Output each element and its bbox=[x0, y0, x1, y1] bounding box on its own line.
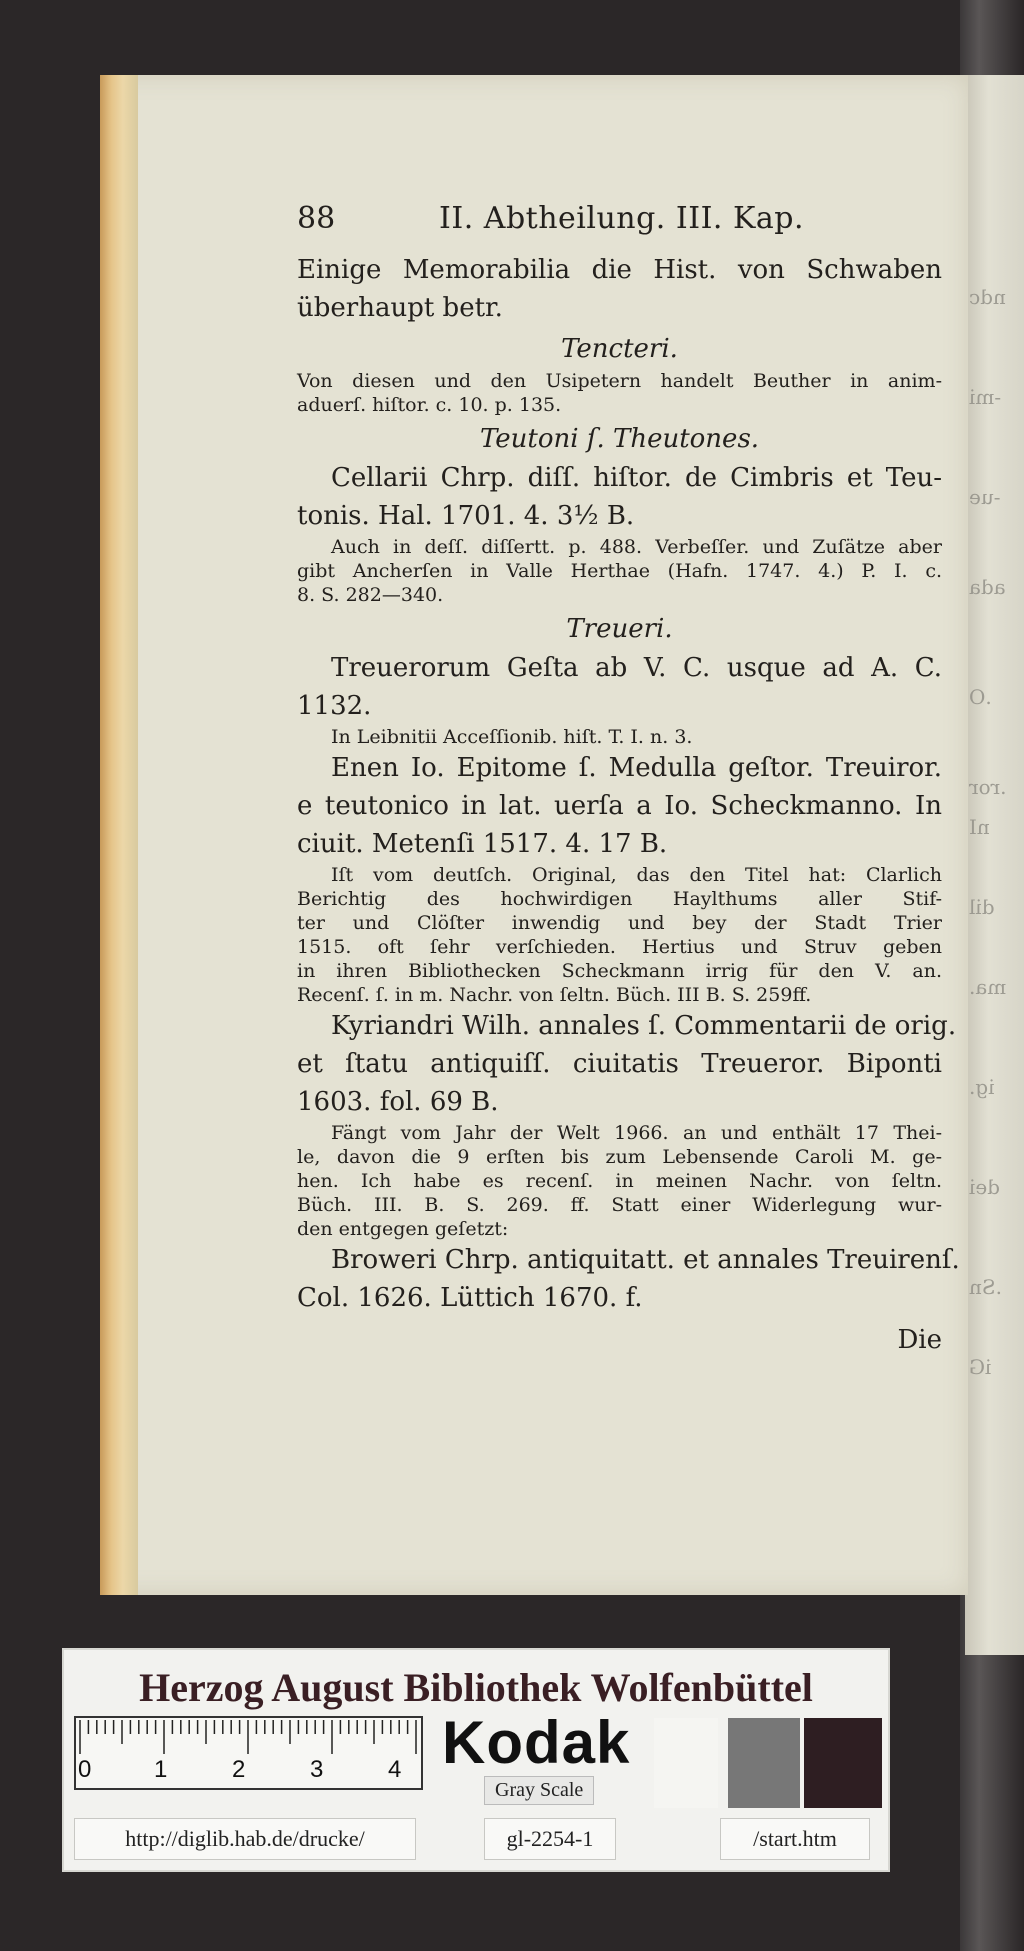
text-line: e teutonico in lat. uerſa a Io. Scheckmanno. In bbox=[297, 791, 942, 821]
page-header bbox=[297, 195, 942, 251]
page-number: 88 bbox=[297, 201, 336, 236]
text-line: Kyriandri Wilh. annales ſ. Commentarii de orig. bbox=[331, 1011, 957, 1041]
ruler-ticks bbox=[76, 1718, 421, 1758]
text-line: et ſtatu antiquiſſ. ciuitatis Treueror. Biponti bbox=[297, 1049, 942, 1079]
running-head: II. Abtheilung. III. Kap. bbox=[439, 201, 805, 236]
ruler-label-2: 2 bbox=[232, 1756, 246, 1783]
text-line: hen. Ich habe es recenſ. in meinen Nachr. von ſeltn. bbox=[297, 1170, 942, 1192]
text-line: Berichtig des hochwirdigen Haylthums aller Stif- bbox=[297, 888, 942, 910]
ruler bbox=[74, 1716, 423, 1790]
section-heading: Teutoni ſ. Theutones. bbox=[479, 424, 760, 454]
text-line: Büch. III. B. S. 269. ff. Statt einer Widerlegung wur- bbox=[297, 1194, 942, 1216]
shelfmark-field: gl-2254-1 bbox=[484, 1818, 616, 1860]
ruler-label-1: 1 bbox=[154, 1756, 168, 1783]
text-line: Cellarii Chrp. diſſ. hiſtor. de Cimbris et Teu- bbox=[331, 463, 942, 493]
text-line: ciuit. Metenſi 1517. 4. 17 B. bbox=[297, 829, 668, 859]
gray-patch bbox=[728, 1718, 800, 1808]
text-line: Recenſ. ſ. in m. Nachr. von ſeltn. Büch. III B. S. 259ff. bbox=[297, 984, 812, 1006]
text-line: Fängt vom Jahr der Welt 1966. an und enthält 17 Thei- bbox=[331, 1122, 942, 1144]
page-text bbox=[297, 195, 960, 1359]
text-line: tonis. Hal. 1701. 4. 3½ B. bbox=[297, 501, 635, 531]
catchword: Die bbox=[897, 1325, 942, 1355]
text-line: Col. 1626. Lüttich 1670. f. bbox=[297, 1283, 643, 1313]
text-line: Enen Io. Epitome ſ. Medulla geſtor. Treuiror. bbox=[331, 753, 942, 783]
text-line: aduerſ. hiſtor. c. 10. p. 135. bbox=[297, 394, 562, 416]
text-line: 8. S. 282—340. bbox=[297, 584, 444, 606]
url-field: http://diglib.hab.de/drucke/ bbox=[74, 1818, 416, 1860]
text-line: In Leibnitii Acceſſionib. hiſt. T. I. n. 3. bbox=[331, 726, 693, 748]
text-line: Einige Memorabilia die Hist. von Schwaben bbox=[297, 255, 942, 285]
text-line: gibt Ancherſen in Valle Herthae (Hafn. 1747. 4.) P. I. c. bbox=[297, 560, 942, 582]
text-line: le, davon die 9 erſten bis zum Lebensende Caroli M. ge- bbox=[297, 1146, 942, 1168]
text-line: Iſt vom deutſch. Original, das den Titel hat: Clarlich bbox=[331, 864, 942, 886]
library-name: Herzog August Bibliothek Wolfenbüttel bbox=[139, 1665, 813, 1710]
ruler-label-3: 3 bbox=[310, 1756, 324, 1783]
text-line: überhaupt betr. bbox=[297, 293, 503, 323]
text-line: Broweri Chrp. antiquitatt. et annales Treuirenſ. bbox=[331, 1245, 960, 1275]
text-line: 1603. fol. 69 B. bbox=[297, 1087, 499, 1117]
text-line: Auch in deſſ. diſſertt. p. 488. Verbeſſer. und Zuſätze aber bbox=[331, 536, 942, 558]
calibration-card bbox=[64, 1650, 888, 1870]
black-patch bbox=[804, 1718, 882, 1808]
start-field: /start.htm bbox=[720, 1818, 870, 1860]
ruler-label-4: 4 bbox=[388, 1756, 402, 1783]
text-line: Von diesen und den Usipetern handelt Beuther in anim- bbox=[297, 370, 942, 392]
section-heading: Tencteri. bbox=[561, 334, 678, 364]
page-edge bbox=[100, 75, 138, 1595]
text-line: ter und Clöſter inwendig und bey der Stadt Trier bbox=[297, 912, 942, 934]
ruler-label-0: 0 bbox=[78, 1756, 92, 1783]
text-line: in ihren Bibliothecken Scheckmann irrig für den V. an. bbox=[297, 960, 942, 982]
text-line: den entgegen geſetzt: bbox=[297, 1218, 509, 1240]
kodak-logo: Kodak bbox=[442, 1709, 631, 1776]
white-patch bbox=[654, 1718, 718, 1808]
gray-scale-label: Gray Scale bbox=[484, 1776, 594, 1805]
text-line: 1132. bbox=[297, 691, 372, 721]
text-line: 1515. oft ſehr verſchieden. Hertius und Struv geben bbox=[297, 936, 942, 958]
adjacent-page: ndc -mi -ue ada .O .ror nI dil ma. ig. dei .Sn iG bbox=[965, 75, 1024, 1655]
bibliography-entries bbox=[297, 251, 960, 1317]
section-heading: Treueri. bbox=[566, 614, 673, 644]
text-line: Treuerorum Geſta ab V. C. usque ad A. C. bbox=[331, 653, 942, 683]
